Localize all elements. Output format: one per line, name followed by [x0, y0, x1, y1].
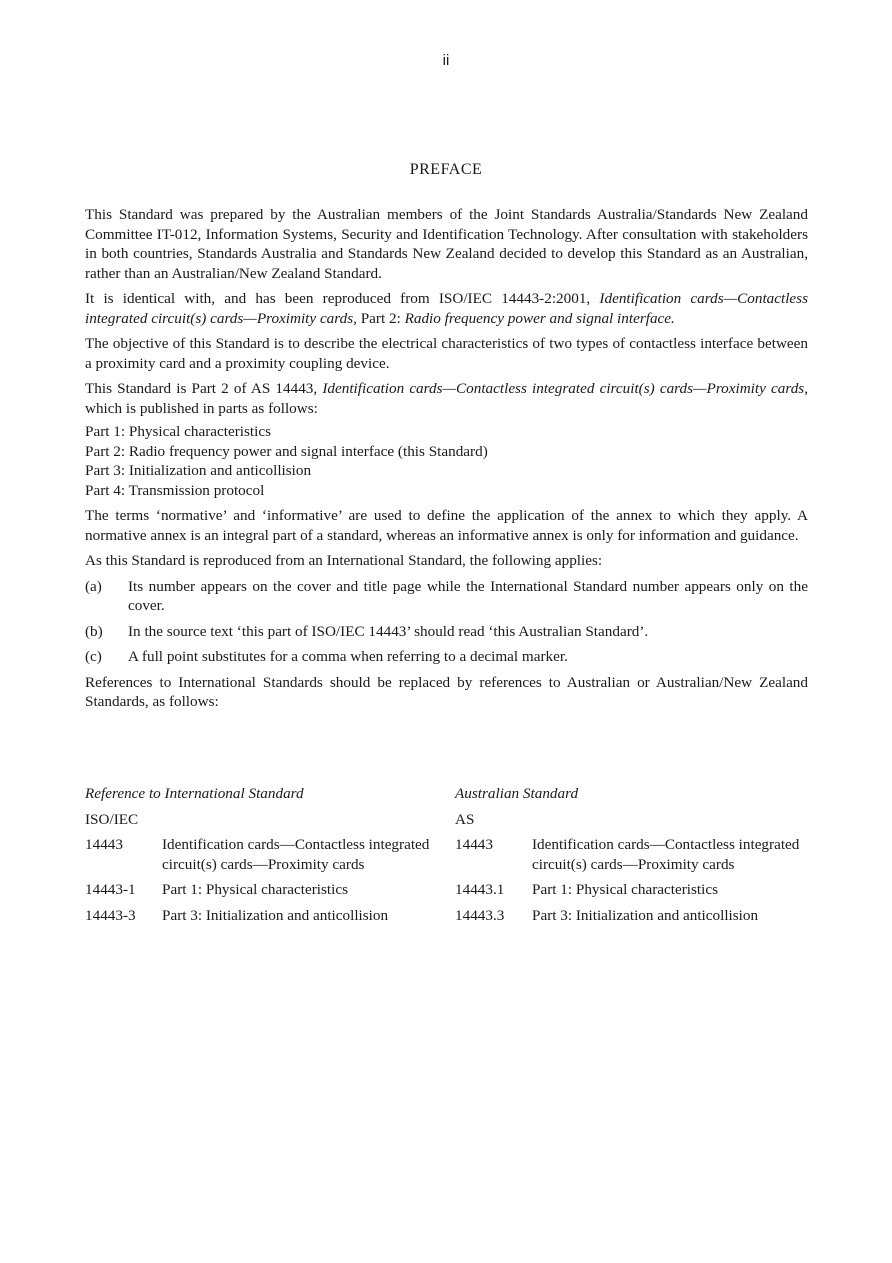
as-number: 14443.3 — [455, 906, 505, 924]
paragraph-identical-part-title: Radio frequency power and signal interface. — [404, 309, 675, 327]
paragraph-references: References to International Standards should be replaced by references to Australian or Australian/New Zealand Standards, as follows: — [85, 673, 808, 710]
paragraph-committee: This Standard was prepared by the Australian members of the Joint Standards Australia/Standards New Zealand Committee IT-012, Information Systems, Security and Identification Technology. After consultation with stakeholders in both countries, Standards Australia and Standards New Zealand decided to develop this Standard as an Australian, rather than an Australian/New Zealand Standard. — [85, 206, 808, 282]
iso-title: Identification cards—Contactless integrated circuit(s) cards—Proximity cards — [162, 836, 430, 873]
page-title: PREFACE — [409, 161, 483, 178]
item-text: A full point substitutes for a comma when referring to a decimal marker. — [128, 648, 568, 665]
list-item: Part 4: Transmission protocol — [85, 481, 265, 499]
list-item: Part 2: Radio frequency power and signal interface (this Standard) — [85, 442, 488, 460]
table-subheader-iso: ISO/IEC — [85, 810, 139, 828]
iso-number: 14443 — [85, 836, 123, 853]
item-label: (c) — [85, 648, 102, 665]
iso-title: Part 1: Physical characteristics — [162, 881, 348, 898]
paragraph-objective: The objective of this Standard is to describe the electrical characteristics of two types of contactless interface between a proximity card and a proximity coupling device. — [85, 335, 808, 372]
as-title: Identification cards—Contactless integrated circuit(s) cards—Proximity cards — [532, 836, 800, 873]
list-item — [85, 577, 808, 616]
iso-number: 14443-3 — [85, 906, 136, 924]
table-row — [85, 880, 815, 900]
iso-title: Part 3: Initialization and anticollision — [162, 906, 389, 924]
paragraph-part-of — [85, 379, 808, 418]
paragraph-reproduced: As this Standard is reproduced from an International Standard, the following applies: — [85, 552, 603, 569]
table-row — [85, 906, 815, 926]
table-header-international: Reference to International Standard — [85, 785, 304, 802]
page-number: ii — [442, 52, 450, 69]
item-text: In the source text ‘this part of ISO/IEC 14443’ should read ‘this Australian Standard’. — [128, 622, 649, 640]
reference-table — [85, 784, 815, 931]
item-label: (b) — [85, 622, 103, 640]
table-subheader-as: AS — [455, 810, 475, 828]
list-item — [85, 647, 808, 667]
paragraph-identical — [85, 289, 808, 328]
as-number: 14443.1 — [455, 881, 505, 898]
table-subheader-row — [85, 810, 815, 830]
paragraph-identical-title: Identification cards—Contactless integrated circuit(s) cards—Proximity cards, — [85, 290, 808, 327]
paragraph-identical-pre: It is identical with, and has been reproduced from ISO/IEC 14443-2:2001, — [85, 290, 600, 307]
item-text: Its number appears on the cover and title page while the International Standard number appears only on the cover. — [128, 577, 808, 614]
list-item: Part 3: Initialization and anticollision — [85, 462, 312, 479]
list-item: Part 1: Physical characteristics — [85, 423, 271, 440]
paragraph-identical-mid: Part 2: — [356, 309, 405, 327]
as-title: Part 3: Initialization and anticollision — [532, 906, 759, 924]
table-row — [85, 835, 815, 874]
preface-body — [85, 205, 808, 718]
paragraph-part-of-post: , which is published in parts as follows: — [85, 380, 808, 417]
table-header-australian: Australian Standard — [455, 785, 579, 802]
paragraph-part-of-pre: This Standard is Part 2 of AS 14443, — [85, 380, 323, 397]
as-number: 14443 — [455, 836, 493, 853]
parts-list — [85, 422, 808, 500]
item-label: (a) — [85, 577, 102, 595]
paragraph-part-of-title: Identification cards—Contactless integrated circuit(s) cards—Proximity cards — [322, 380, 805, 397]
as-title: Part 1: Physical characteristics — [532, 881, 718, 898]
list-item — [85, 622, 808, 642]
table-header-row — [85, 784, 815, 804]
iso-number: 14443-1 — [85, 881, 136, 898]
paragraph-terms: The terms ‘normative’ and ‘informative’ are used to define the application of the annex to which they apply. A normative annex is an integral part of a standard, whereas an informative annex is only for information and guidance. — [85, 507, 808, 544]
